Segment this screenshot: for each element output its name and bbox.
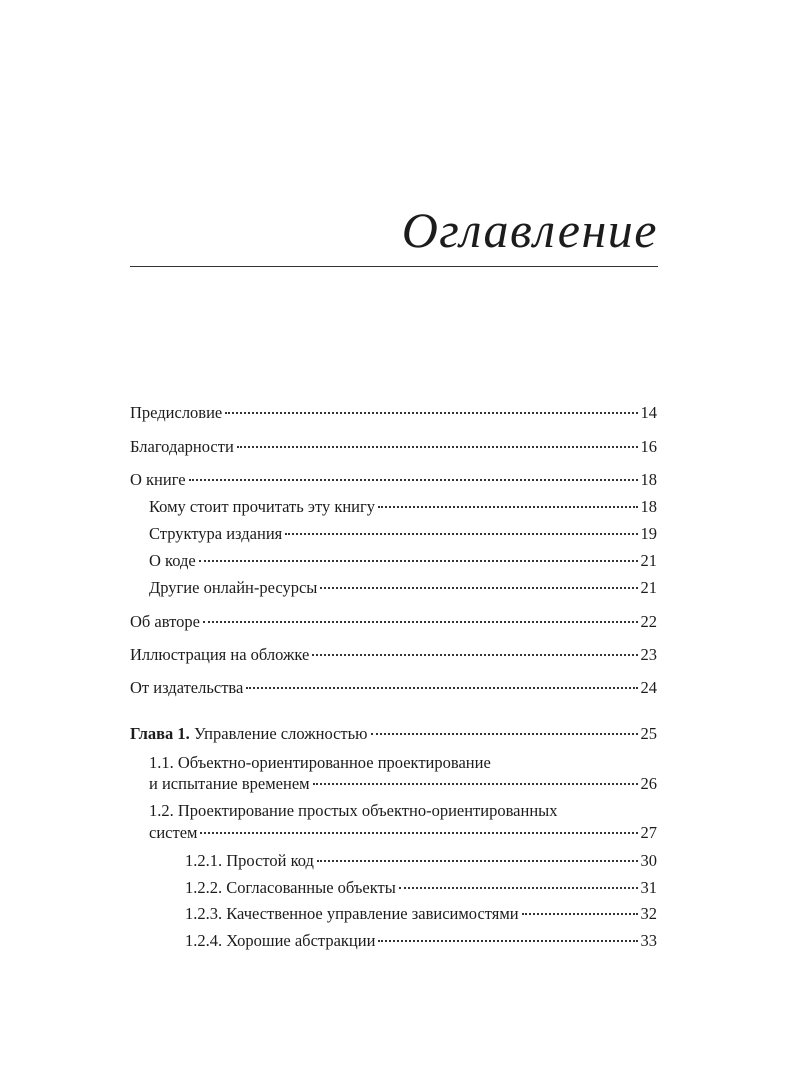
toc-entry-title: 1.2.2. Согласованные объекты <box>185 878 396 897</box>
leader-dots <box>237 446 638 448</box>
leader-dots <box>199 560 638 562</box>
toc-entry-page: 27 <box>640 823 657 842</box>
toc-entry <box>130 677 657 699</box>
toc-entry-title: 1.2.4. Хорошие абстракции <box>185 931 376 950</box>
toc-entry-page: 18 <box>640 497 657 516</box>
leader-dots <box>378 940 637 942</box>
toc-entry-page: 24 <box>640 678 657 697</box>
toc-entry-page: 18 <box>640 470 657 489</box>
toc-entry-page: 26 <box>640 774 657 793</box>
leader-dots <box>378 506 637 508</box>
leader-dots <box>399 887 638 889</box>
toc-entry-page: 25 <box>640 724 657 743</box>
toc-entry <box>130 469 657 491</box>
toc-entry-page: 33 <box>640 931 657 950</box>
toc-section-line1: 1.1. Объектно-ориентированное проектирование <box>149 753 491 772</box>
leader-dots <box>203 621 638 623</box>
toc-chapter <box>130 723 657 745</box>
toc-entry-page: 30 <box>640 851 657 870</box>
toc-entry-page: 19 <box>640 524 657 543</box>
toc-subentry <box>149 523 657 545</box>
toc-entry-page: 14 <box>640 403 657 422</box>
leader-dots <box>189 479 638 481</box>
heading-rule <box>130 266 658 267</box>
toc-entry-title: От издательства <box>130 678 244 697</box>
toc-entry-page: 31 <box>640 878 657 897</box>
toc-entry-page: 21 <box>640 551 657 570</box>
leader-dots <box>371 733 638 735</box>
leader-dots <box>225 412 637 414</box>
leader-dots <box>246 687 637 689</box>
leader-dots <box>320 587 637 589</box>
toc-subsection <box>185 903 657 925</box>
toc-entry-page: 32 <box>640 904 657 923</box>
chapter-label: Глава 1. <box>130 724 190 743</box>
toc-subsection <box>185 877 657 899</box>
toc-section-line1: 1.2. Проектирование простых объектно-ориентированных <box>149 801 558 820</box>
toc-entry <box>130 436 657 458</box>
leader-dots <box>285 533 637 535</box>
toc-entry <box>130 611 657 633</box>
toc-entry-title: Иллюстрация на обложке <box>130 645 310 664</box>
toc-entry-title: Кому стоит прочитать эту книгу <box>149 497 376 516</box>
toc-entry-title: Структура издания <box>149 524 283 543</box>
toc-chapter-title <box>130 723 368 745</box>
toc-entry-title: и испытание временем <box>149 774 310 793</box>
toc-subsection <box>185 850 657 872</box>
toc-entry <box>130 402 657 424</box>
toc-entry-title: О коде <box>149 551 196 570</box>
toc-entry-title: Благодарности <box>130 437 234 456</box>
toc-entry-title: Об авторе <box>130 612 200 631</box>
toc-subsection <box>185 930 657 952</box>
toc-entry-title: О книге <box>130 470 186 489</box>
toc-entry-title: 1.2.1. Простой код <box>185 851 314 870</box>
leader-dots <box>313 783 638 785</box>
toc-entry-page: 23 <box>640 645 657 664</box>
toc-entry <box>130 644 657 666</box>
toc-section <box>149 773 657 795</box>
leader-dots <box>522 913 638 915</box>
toc-heading: Оглавление <box>401 202 658 258</box>
toc-section <box>149 822 657 844</box>
toc-entry-page: 21 <box>640 578 657 597</box>
leader-dots <box>317 860 638 862</box>
leader-dots <box>200 832 637 834</box>
toc-entry-title: Предисловие <box>130 403 223 422</box>
toc-entry-title: систем <box>149 823 198 842</box>
toc-subentry <box>149 496 657 518</box>
toc-entry-title: 1.2.3. Качественное управление зависимостями <box>185 904 519 923</box>
toc-entry-page: 16 <box>640 437 657 456</box>
leader-dots <box>312 654 637 656</box>
toc-subentry <box>149 577 657 599</box>
toc-entry-title: Другие онлайн-ресурсы <box>149 578 318 597</box>
toc-subentry <box>149 550 657 572</box>
chapter-title-text: Управление сложностью <box>193 724 368 743</box>
toc-entry-page: 22 <box>640 612 657 631</box>
